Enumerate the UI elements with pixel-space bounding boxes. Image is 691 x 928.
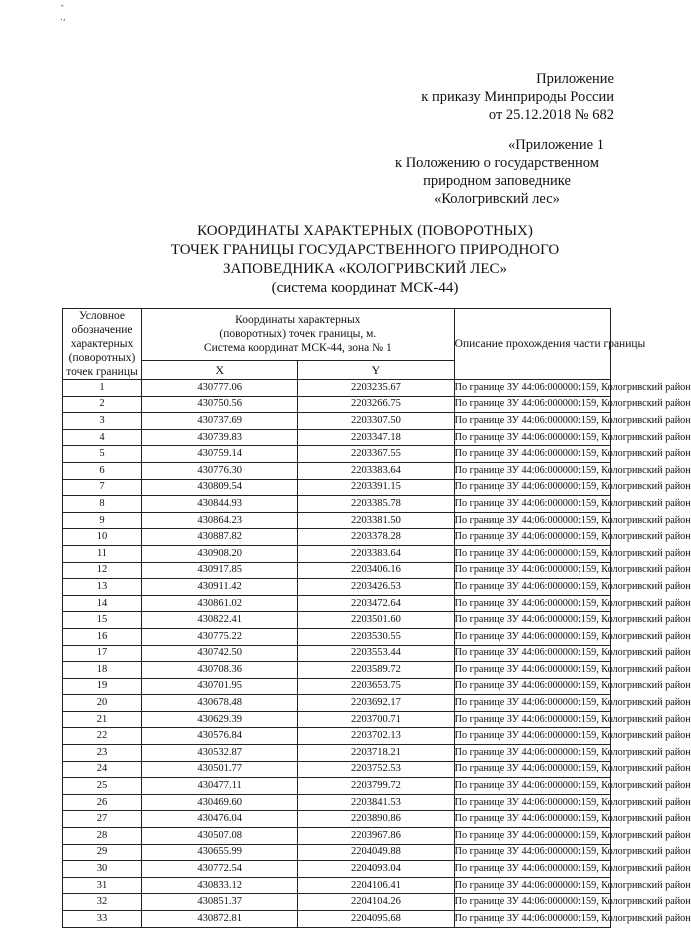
table-row [63, 728, 611, 745]
x-coordinate-cell: 430844.93 [142, 496, 298, 513]
point-number-cell: 11 [63, 545, 142, 562]
x-coordinate-cell: 430476.04 [142, 811, 298, 828]
x-coordinate-cell: 430833.12 [142, 877, 298, 894]
header-x: X [142, 360, 298, 379]
boundary-description-cell: По границе ЗУ 44:06:000000:159, Кологривский район [454, 894, 610, 911]
header-point-id [63, 309, 142, 380]
y-coordinate-cell: 2203307.50 [298, 413, 454, 430]
table-row [63, 380, 611, 397]
document-title [120, 222, 610, 298]
boundary-description-cell: По границе ЗУ 44:06:000000:159, Кологривский район [454, 479, 610, 496]
table-row [63, 512, 611, 529]
x-coordinate-cell: 430777.06 [142, 380, 298, 397]
y-coordinate-cell: 2203718.21 [298, 745, 454, 762]
boundary-description-cell: По границе ЗУ 44:06:000000:159, Кологривский район [454, 711, 610, 728]
boundary-description-cell: По границе ЗУ 44:06:000000:159, Кологривский район [454, 512, 610, 529]
table-row [63, 462, 611, 479]
boundary-description-cell: По границе ЗУ 44:06:000000:159, Кологривский район [454, 761, 610, 778]
y-coordinate-cell: 2203406.16 [298, 562, 454, 579]
x-coordinate-cell: 430742.50 [142, 645, 298, 662]
x-coordinate-cell: 430908.20 [142, 545, 298, 562]
point-number-cell: 4 [63, 429, 142, 446]
point-number-cell: 16 [63, 628, 142, 645]
table-row [63, 778, 611, 795]
point-number-cell: 1 [63, 380, 142, 397]
table-row [63, 545, 611, 562]
point-number-cell: 24 [63, 761, 142, 778]
x-coordinate-cell: 430776.30 [142, 462, 298, 479]
x-coordinate-cell: 430501.77 [142, 761, 298, 778]
y-coordinate-cell: 2203530.55 [298, 628, 454, 645]
x-coordinate-cell: 430469.60 [142, 794, 298, 811]
y-coordinate-cell: 2203385.78 [298, 496, 454, 513]
point-number-cell: 23 [63, 745, 142, 762]
table-row [63, 894, 611, 911]
table-row [63, 595, 611, 612]
x-coordinate-cell: 430678.48 [142, 695, 298, 712]
x-coordinate-cell: 430917.85 [142, 562, 298, 579]
x-coordinate-cell: 430576.84 [142, 728, 298, 745]
table-row [63, 695, 611, 712]
y-coordinate-cell: 2204095.68 [298, 911, 454, 928]
y-coordinate-cell: 2203266.75 [298, 396, 454, 413]
y-coordinate-cell: 2203752.53 [298, 761, 454, 778]
y-coordinate-cell: 2203799.72 [298, 778, 454, 795]
x-coordinate-cell: 430701.95 [142, 678, 298, 695]
point-number-cell: 18 [63, 662, 142, 679]
point-number-cell: 19 [63, 678, 142, 695]
table-row [63, 645, 611, 662]
table-row [63, 446, 611, 463]
y-coordinate-cell: 2203235.67 [298, 380, 454, 397]
boundary-description-cell: По границе ЗУ 44:06:000000:159, Кологривский район [454, 745, 610, 762]
table-row [63, 844, 611, 861]
appendix-line-3: природном заповеднике [423, 173, 571, 189]
title-line-4: (система координат МСК-44) [271, 280, 459, 296]
boundary-description-cell: По границе ЗУ 44:06:000000:159, Кологривский район [454, 794, 610, 811]
title-line-3: ЗАПОВЕДНИКА «КОЛОГРИВСКИЙ ЛЕС» [222, 261, 507, 277]
x-coordinate-cell: 430532.87 [142, 745, 298, 762]
y-coordinate-cell: 2203553.44 [298, 645, 454, 662]
point-number-cell: 7 [63, 479, 142, 496]
point-number-cell: 21 [63, 711, 142, 728]
x-coordinate-cell: 430775.22 [142, 628, 298, 645]
boundary-description-cell: По границе ЗУ 44:06:000000:159, Кологривский район [454, 595, 610, 612]
boundary-description-cell: По границе ЗУ 44:06:000000:159, Кологривский район [454, 877, 610, 894]
point-number-cell: 13 [63, 579, 142, 596]
boundary-description-cell: По границе ЗУ 44:06:000000:159, Кологривский район [454, 828, 610, 845]
y-coordinate-cell: 2204049.88 [298, 844, 454, 861]
y-coordinate-cell: 2203967.86 [298, 828, 454, 845]
header-point-id-l5: точек границы [66, 366, 138, 378]
order-line-3: от 25.12.2018 № 682 [488, 107, 614, 123]
coordinates-table [62, 308, 691, 928]
y-coordinate-cell: 2203692.17 [298, 695, 454, 712]
boundary-description-cell: По границе ЗУ 44:06:000000:159, Кологривский район [454, 380, 610, 397]
boundary-description-cell: По границе ЗУ 44:06:000000:159, Кологривский район [454, 545, 610, 562]
point-number-cell: 30 [63, 861, 142, 878]
boundary-description-cell: По границе ЗУ 44:06:000000:159, Кологривский район [454, 628, 610, 645]
header-point-id-l1: Условное [79, 310, 125, 322]
x-coordinate-cell: 430887.82 [142, 529, 298, 546]
table-row [63, 628, 611, 645]
point-number-cell: 20 [63, 695, 142, 712]
boundary-description-cell: По границе ЗУ 44:06:000000:159, Кологривский район [454, 861, 610, 878]
x-coordinate-cell: 430477.11 [142, 778, 298, 795]
x-coordinate-cell: 430911.42 [142, 579, 298, 596]
point-number-cell: 33 [63, 911, 142, 928]
boundary-description-cell: По границе ЗУ 44:06:000000:159, Кологривский район [454, 579, 610, 596]
table-row [63, 711, 611, 728]
y-coordinate-cell: 2203347.18 [298, 429, 454, 446]
y-coordinate-cell: 2203472.64 [298, 595, 454, 612]
y-coordinate-cell: 2203367.55 [298, 446, 454, 463]
point-number-cell: 6 [63, 462, 142, 479]
coordinates-table-body [63, 380, 691, 928]
table-header-row [63, 309, 611, 361]
title-line-1: КООРДИНАТЫ ХАРАКТЕРНЫХ (ПОВОРОТНЫХ) [197, 223, 533, 239]
y-coordinate-cell: 2203378.28 [298, 529, 454, 546]
table-row [63, 612, 611, 629]
y-coordinate-cell: 2203383.64 [298, 462, 454, 479]
boundary-description-cell: По границе ЗУ 44:06:000000:159, Кологривский район [454, 911, 610, 928]
point-number-cell: 5 [63, 446, 142, 463]
x-coordinate-cell: 430739.83 [142, 429, 298, 446]
table-row [63, 429, 611, 446]
y-coordinate-cell: 2203589.72 [298, 662, 454, 679]
point-number-cell: 25 [63, 778, 142, 795]
point-number-cell: 26 [63, 794, 142, 811]
y-coordinate-cell: 2203890.86 [298, 811, 454, 828]
boundary-description-cell: По границе ЗУ 44:06:000000:159, Кологривский район [454, 728, 610, 745]
header-point-id-l2: обозначение [71, 324, 133, 336]
point-number-cell: 28 [63, 828, 142, 845]
point-number-cell: 8 [63, 496, 142, 513]
table-row [63, 413, 611, 430]
boundary-description-cell: По границе ЗУ 44:06:000000:159, Кологривский район [454, 496, 610, 513]
header-coordinates [142, 309, 455, 361]
y-coordinate-cell: 2203700.71 [298, 711, 454, 728]
point-number-cell: 22 [63, 728, 142, 745]
point-number-cell: 3 [63, 413, 142, 430]
boundary-description-cell: По границе ЗУ 44:06:000000:159, Кологривский район [454, 462, 610, 479]
x-coordinate-cell: 430655.99 [142, 844, 298, 861]
appendix-line-2: к Положению о государственном [395, 155, 599, 171]
table-row [63, 496, 611, 513]
table-row [63, 794, 611, 811]
point-number-cell: 14 [63, 595, 142, 612]
order-line-1: Приложение [536, 71, 614, 87]
appendix-line-1: «Приложение 1 [508, 137, 604, 153]
boundary-description-cell: По границе ЗУ 44:06:000000:159, Кологривский район [454, 429, 610, 446]
boundary-description-cell: По границе ЗУ 44:06:000000:159, Кологривский район [454, 562, 610, 579]
boundary-description-cell: По границе ЗУ 44:06:000000:159, Кологривский район [454, 678, 610, 695]
order-line-2: к приказу Минприроды России [421, 89, 614, 105]
point-number-cell: 32 [63, 894, 142, 911]
x-coordinate-cell: 430507.08 [142, 828, 298, 845]
table-row [63, 828, 611, 845]
y-coordinate-cell: 2203841.53 [298, 794, 454, 811]
scan-mark-text: ˆ ., [60, 5, 66, 23]
x-coordinate-cell: 430864.23 [142, 512, 298, 529]
boundary-description-cell: По границе ЗУ 44:06:000000:159, Кологривский район [454, 529, 610, 546]
table-row [63, 761, 611, 778]
x-coordinate-cell: 430750.56 [142, 396, 298, 413]
header-point-id-l3: характерных [70, 338, 134, 350]
y-coordinate-cell: 2204106.41 [298, 877, 454, 894]
table-row [63, 877, 611, 894]
scan-mark [60, 6, 66, 22]
y-coordinate-cell: 2203383.64 [298, 545, 454, 562]
table-row [63, 745, 611, 762]
table-row [63, 562, 611, 579]
table-row [63, 396, 611, 413]
point-number-cell: 31 [63, 877, 142, 894]
header-description: Описание прохождения части границы [454, 309, 610, 380]
table-row [63, 529, 611, 546]
point-number-cell: 9 [63, 512, 142, 529]
appendix-reference [382, 136, 612, 208]
y-coordinate-cell: 2203391.15 [298, 479, 454, 496]
boundary-description-cell: По границе ЗУ 44:06:000000:159, Кологривский район [454, 778, 610, 795]
boundary-description-cell: По границе ЗУ 44:06:000000:159, Кологривский район [454, 446, 610, 463]
boundary-description-cell: По границе ЗУ 44:06:000000:159, Кологривский район [454, 662, 610, 679]
y-coordinate-cell: 2204093.04 [298, 861, 454, 878]
boundary-description-cell: По границе ЗУ 44:06:000000:159, Кологривский район [454, 811, 610, 828]
y-coordinate-cell: 2203702.13 [298, 728, 454, 745]
appendix-line-4: «Кологривский лес» [434, 191, 560, 207]
header-point-id-l4: (поворотных) [68, 352, 136, 364]
point-number-cell: 2 [63, 396, 142, 413]
y-coordinate-cell: 2203501.60 [298, 612, 454, 629]
point-number-cell: 27 [63, 811, 142, 828]
point-number-cell: 10 [63, 529, 142, 546]
header-coordinates-l1: Координаты характерных [235, 314, 361, 327]
boundary-description-cell: По границе ЗУ 44:06:000000:159, Кологривский район [454, 695, 610, 712]
table-row [63, 479, 611, 496]
table-row [63, 678, 611, 695]
table-row [63, 662, 611, 679]
x-coordinate-cell: 430708.36 [142, 662, 298, 679]
order-reference [421, 70, 614, 124]
x-coordinate-cell: 430737.69 [142, 413, 298, 430]
x-coordinate-cell: 430772.54 [142, 861, 298, 878]
boundary-description-cell: По границе ЗУ 44:06:000000:159, Кологривский район [454, 396, 610, 413]
boundary-description-cell: По границе ЗУ 44:06:000000:159, Кологривский район [454, 612, 610, 629]
header-coordinates-l2: (поворотных) точек границы, м. [219, 328, 377, 341]
y-coordinate-cell: 2204104.26 [298, 894, 454, 911]
boundary-description-cell: По границе ЗУ 44:06:000000:159, Кологривский район [454, 413, 610, 430]
table-row [63, 911, 611, 928]
x-coordinate-cell: 430861.02 [142, 595, 298, 612]
x-coordinate-cell: 430822.41 [142, 612, 298, 629]
point-number-cell: 17 [63, 645, 142, 662]
boundary-description-cell: По границе ЗУ 44:06:000000:159, Кологривский район [454, 844, 610, 861]
x-coordinate-cell: 430759.14 [142, 446, 298, 463]
point-number-cell: 29 [63, 844, 142, 861]
x-coordinate-cell: 430851.37 [142, 894, 298, 911]
x-coordinate-cell: 430629.39 [142, 711, 298, 728]
y-coordinate-cell: 2203381.50 [298, 512, 454, 529]
boundary-description-cell: По границе ЗУ 44:06:000000:159, Кологривский район [454, 645, 610, 662]
point-number-cell: 15 [63, 612, 142, 629]
x-coordinate-cell: 430872.81 [142, 911, 298, 928]
table-row [63, 579, 611, 596]
x-coordinate-cell: 430809.54 [142, 479, 298, 496]
y-coordinate-cell: 2203426.53 [298, 579, 454, 596]
title-line-2: ТОЧЕК ГРАНИЦЫ ГОСУДАРСТВЕННОГО ПРИРОДНОГО [170, 242, 560, 258]
header-y: Y [298, 360, 454, 379]
table-row [63, 861, 611, 878]
y-coordinate-cell: 2203653.75 [298, 678, 454, 695]
table-row [63, 811, 611, 828]
point-number-cell: 12 [63, 562, 142, 579]
header-coordinates-l3: Система координат МСК-44, зона № 1 [203, 342, 392, 355]
